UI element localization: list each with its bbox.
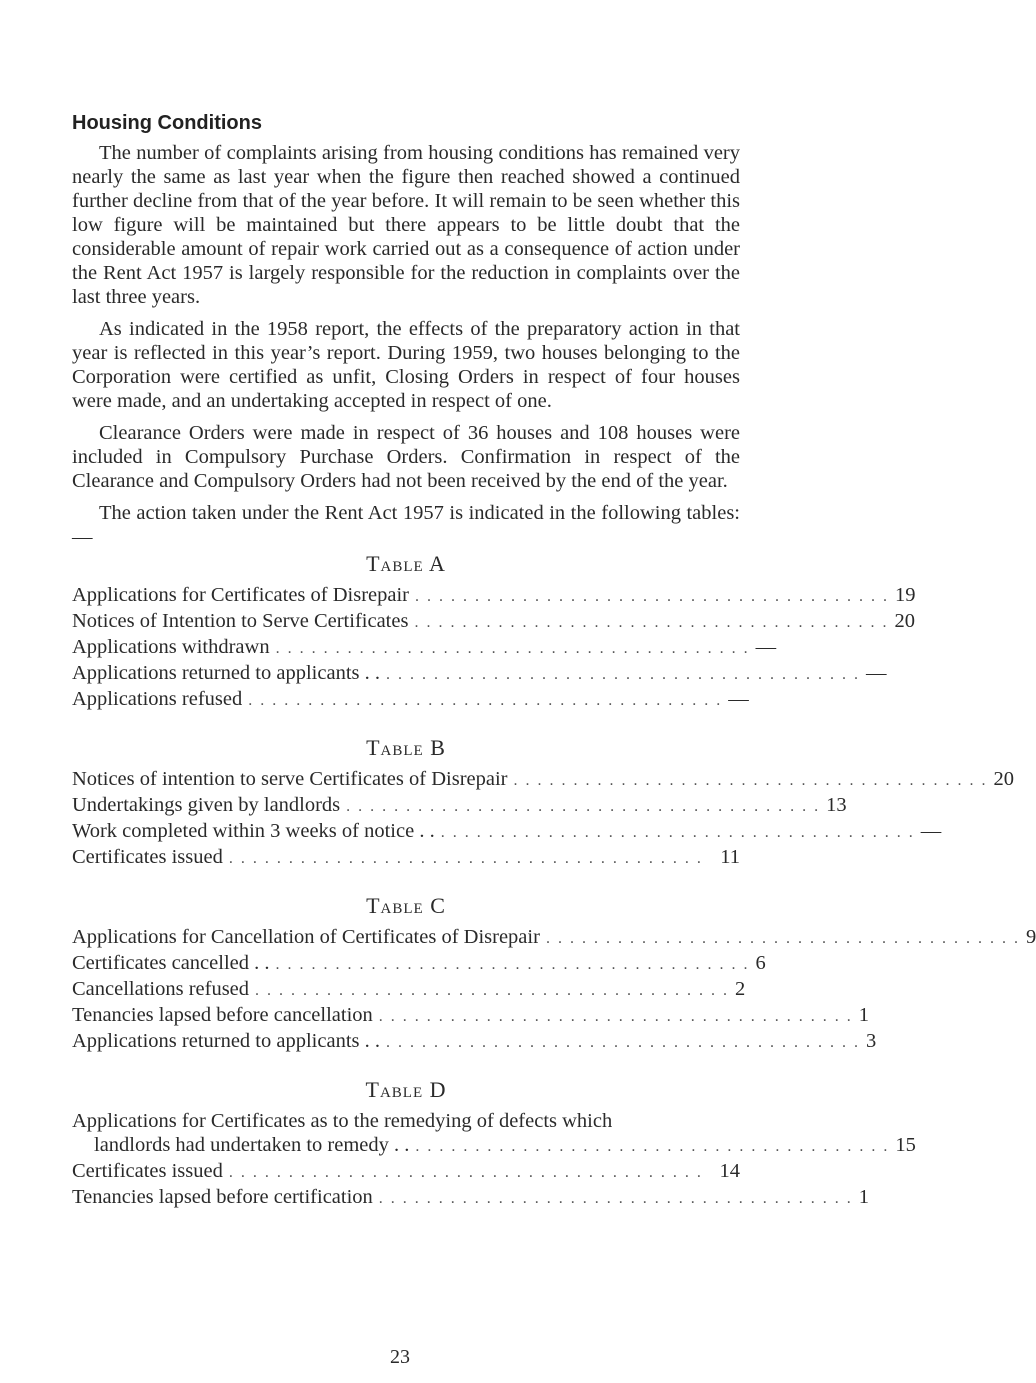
- table-d: [72, 1109, 916, 1211]
- table-a-title: Table A: [366, 551, 446, 576]
- row-label: Applications for Cancellation of Certificates of Disrepair: [72, 926, 540, 948]
- row-label: Certificates cancelled . .: [72, 952, 270, 974]
- row-value: 15: [895, 1134, 916, 1156]
- row-label: Notices of intention to serve Certificates of Disrepair: [72, 768, 508, 790]
- table-b: [72, 767, 1014, 871]
- table-c: [72, 925, 1036, 1055]
- paragraph-4: The action taken under the Rent Act 1957 is indicated in the following tables:—: [72, 502, 740, 548]
- table-row: [72, 1003, 870, 1029]
- table-d-title: Table D: [365, 1077, 447, 1102]
- row-label: Tenancies lapsed before cancellation: [72, 1004, 373, 1026]
- row-value: —: [866, 662, 887, 684]
- leader-dots: . . . . . . . . . . . . . . . . . . . . . . . . . . . . . . . . . . . . . . . .: [545, 930, 1020, 947]
- row-value: 2: [735, 978, 746, 1000]
- row-label: landlords had undertaken to remedy . .: [94, 1134, 410, 1156]
- row-value: 13: [826, 794, 847, 816]
- table-c-title: Table C: [366, 893, 446, 918]
- table-row: [72, 793, 847, 819]
- leader-dots: . . . . . . . . . . . . . . . . . . . . . . . . . . . . . . . . . . . . . . . .: [346, 798, 821, 815]
- table-row: [72, 635, 777, 661]
- leader-dots: . . . . . . . . . . . . . . . . . . . . . . . . . . . . . . . . . . . . . . . .: [440, 824, 915, 841]
- row-label: Undertakings given by landlords: [72, 794, 341, 816]
- row-label: Applications refused: [72, 688, 243, 710]
- row-label: Applications for Certificates as to the remedying of defects which: [72, 1110, 613, 1132]
- table-row: [72, 583, 916, 609]
- leader-dots: . . . . . . . . . . . . . . . . . . . . . . . . . . . . . . . . . . . . . . . .: [415, 588, 889, 605]
- table-row: [72, 819, 942, 845]
- row-label: Cancellations refused: [72, 978, 250, 1000]
- table-row: [72, 609, 915, 635]
- paragraph-3: Clearance Orders were made in respect of 36 houses and 108 houses were included in Compulsory Purchase Orders. Confirmation in respect of the Clearance and Compulsory Orders had not been received by the end of the year.: [72, 422, 740, 492]
- table-row: [72, 687, 749, 713]
- row-value: 20: [993, 768, 1014, 790]
- section-heading: Housing Conditions: [72, 112, 262, 134]
- leader-dots: . . . . . . . . . . . . . . . . . . . . . . . . . . . . . . . . . . . . . . . .: [386, 666, 860, 683]
- table-row: [72, 1109, 740, 1133]
- row-label: Notices of Intention to Serve Certificates: [72, 610, 409, 632]
- row-label: Certificates issued: [72, 1160, 223, 1182]
- leader-dots: . . . . . . . . . . . . . . . . . . . . . . . . . . . . . . . . . . . . . . . .: [386, 1034, 860, 1051]
- leader-dots: . . . . . . . . . . . . . . . . . . . . . . . . . . . . . . . . . . . . . . . .: [248, 692, 723, 709]
- row-value: 14: [719, 1160, 740, 1182]
- row-label: Certificates issued: [72, 846, 223, 868]
- row-value: —: [728, 688, 749, 710]
- paragraph-1: The number of complaints arising from housing conditions has remained very nearly the same as last year when the figure then reached showed a continued further decline from that of the year before. It will remain to be seen whether this low figure will be maintained but there appears to be little doubt that the considerable amount of repair work carried out as a consequence of action under the Rent Act 1957 is largely responsible for the reduction in complaints over the last three years.: [72, 142, 740, 308]
- row-label: Applications withdrawn: [72, 636, 270, 658]
- page-number: 23: [390, 1346, 410, 1368]
- table-row: [72, 925, 1036, 951]
- leader-dots: . . . . . . . . . . . . . . . . . . . . . . . . . . . . . . . . . . . . . . . .: [415, 1138, 890, 1155]
- table-row: [72, 1029, 877, 1055]
- table-row-continuation: [72, 1133, 916, 1159]
- row-value: 1: [858, 1186, 870, 1208]
- leader-dots: . . . . . . . . . . . . . . . . . . . . . . . . . . . . . . . . . . . . . . . .: [275, 640, 750, 657]
- table-row: [72, 845, 740, 871]
- leader-dots: . . . . . . . . . . . . . . . . . . . . . . . . . . . . . . . . . . . . . . . .: [378, 1008, 853, 1025]
- leader-dots: . . . . . . . . . . . . . . . . . . . . . . . . . . . . . . . . . . . . . . . .: [228, 850, 703, 867]
- table-a: [72, 583, 916, 713]
- row-value: 11: [720, 846, 740, 868]
- row-value: 6: [755, 952, 766, 974]
- leader-dots: . . . . . . . . . . . . . . . . . . . . . . . . . . . . . . . . . . . . . . . .: [513, 772, 988, 789]
- table-row: [72, 767, 1014, 793]
- row-label: Work completed within 3 weeks of notice . .: [72, 820, 435, 842]
- row-value: 3: [866, 1030, 877, 1052]
- table-row: [72, 1185, 870, 1211]
- row-label: Applications for Certificates of Disrepair: [72, 584, 409, 606]
- leader-dots: . . . . . . . . . . . . . . . . . . . . . . . . . . . . . . . . . . . . . . . .: [255, 982, 730, 999]
- table-row: [72, 977, 746, 1003]
- row-value: 20: [894, 610, 915, 632]
- table-b-title: Table B: [366, 735, 446, 760]
- table-row: [72, 1159, 740, 1185]
- row-value: —: [920, 820, 942, 842]
- paragraph-2: As indicated in the 1958 report, the effects of the preparatory action in that year is reflected in this year’s report. During 1959, two houses belonging to the Corporation were certified as unfit, Closing Orders in respect of four houses were made, and an undertaking accepted in respect of one.: [72, 318, 740, 412]
- row-label: Tenancies lapsed before certification: [72, 1186, 373, 1208]
- document-page: [72, 112, 1036, 1233]
- row-value: 9: [1025, 926, 1036, 948]
- leader-dots: . . . . . . . . . . . . . . . . . . . . . . . . . . . . . . . . . . . . . . . .: [275, 956, 750, 973]
- row-value: 1: [858, 1004, 870, 1026]
- leader-dots: . . . . . . . . . . . . . . . . . . . . . . . . . . . . . . . . . . . . . . . .: [414, 614, 889, 631]
- table-row: [72, 661, 887, 687]
- table-row: [72, 951, 766, 977]
- row-label: Applications returned to applicants . .: [72, 1030, 380, 1052]
- row-value: 19: [895, 584, 916, 606]
- leader-dots: . . . . . . . . . . . . . . . . . . . . . . . . . . . . . . . . . . . . . . . .: [378, 1190, 853, 1207]
- row-value: —: [755, 636, 777, 658]
- row-label: Applications returned to applicants . .: [72, 662, 380, 684]
- leader-dots: . . . . . . . . . . . . . . . . . . . . . . . . . . . . . . . . . . . . . . . .: [228, 1164, 703, 1181]
